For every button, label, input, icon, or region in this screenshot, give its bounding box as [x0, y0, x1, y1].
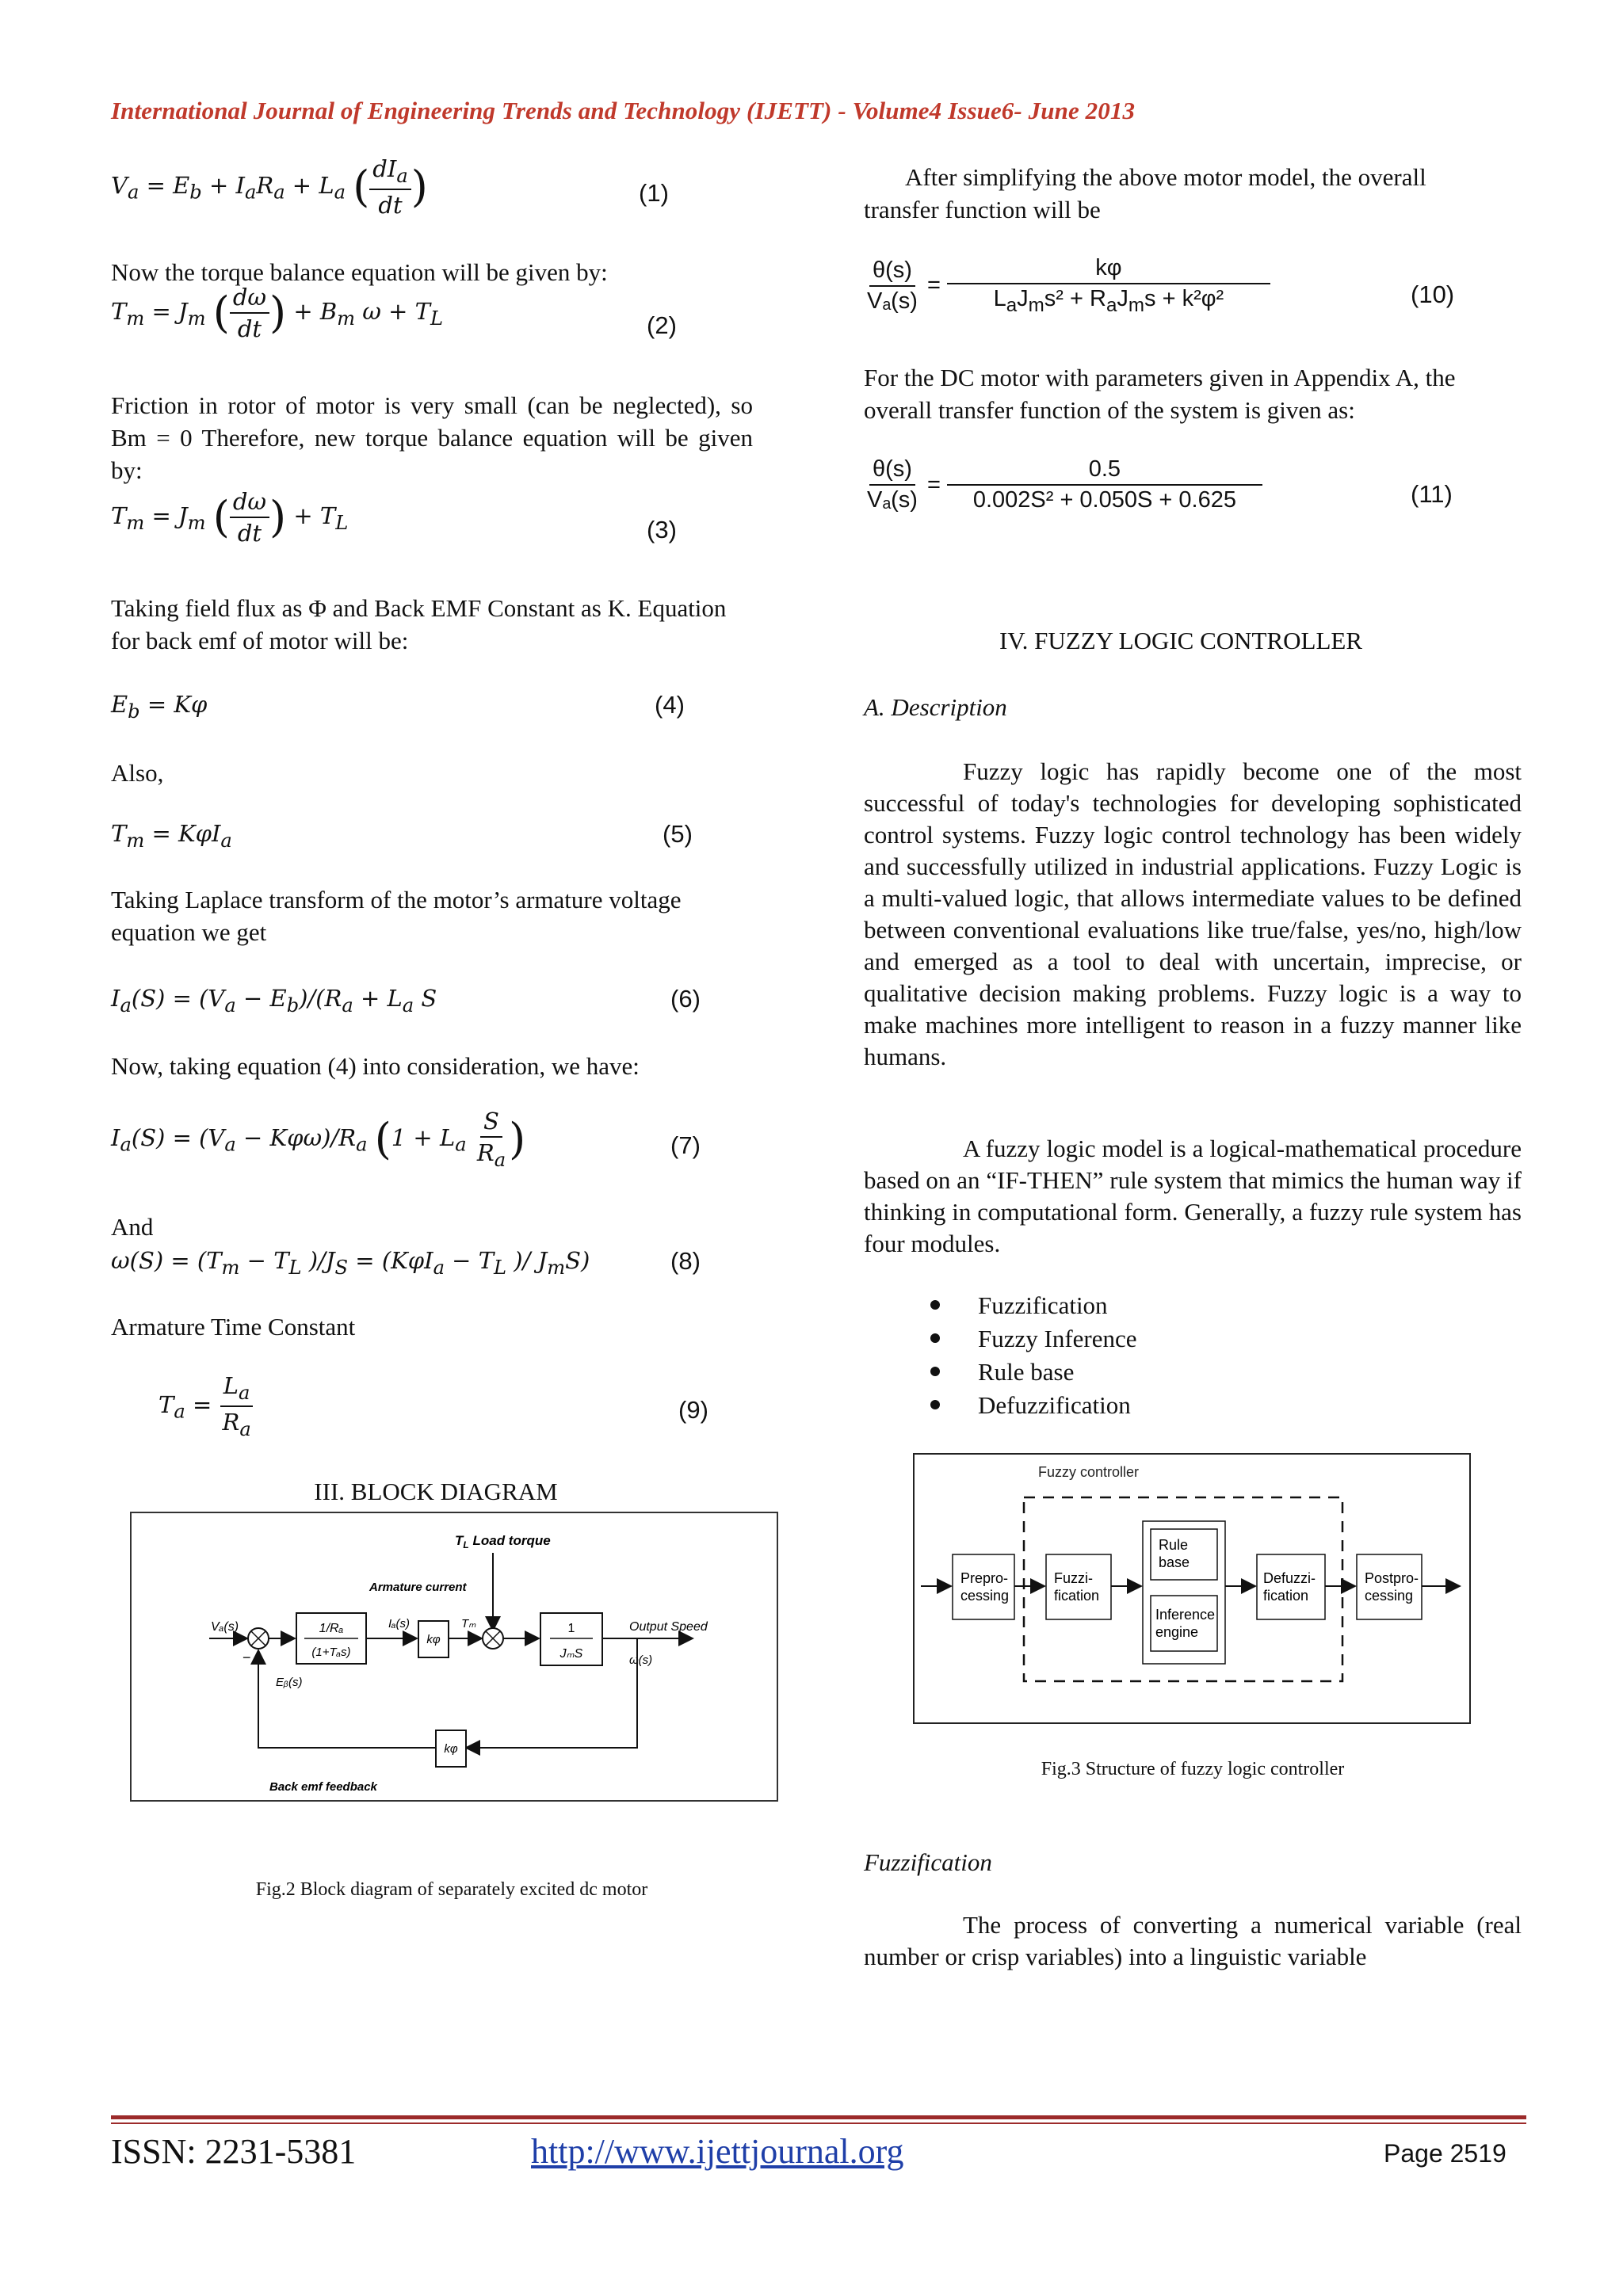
flux-paragraph: Taking field flux as Φ and Back EMF Constant as K. Equation for back emf of motor will be: — [111, 594, 727, 654]
fuzzification-heading: Fuzzification — [864, 1848, 992, 1876]
svg-text:(1+Tₐs): (1+Tₐs) — [311, 1646, 351, 1659]
eb-label: Eᵦ(s) — [276, 1676, 303, 1689]
footer-page-number: Page 2519 — [1384, 2139, 1507, 2168]
load-torque-label: Load torque — [472, 1533, 551, 1548]
equation-6: $I_a(S) = (V_a - E_b)/(R_a + L_a$ S — [111, 985, 437, 1016]
preprocessing-block — [953, 1554, 1014, 1619]
equation-5: $T_m = K\varphi I_a$ — [111, 820, 232, 852]
section-4-heading: IV. FUZZY LOGIC CONTROLLER — [999, 627, 1363, 654]
footer-divider — [111, 2122, 1526, 2124]
torque-intro-text: Now the torque balance equation will be given by: — [111, 258, 608, 286]
svg-text:Defuzzi-: Defuzzi- — [1263, 1570, 1316, 1586]
omega-label: ω(s) — [629, 1653, 653, 1667]
equation-2: $T_m = J_m$ ( $\frac{d\omega}{dt}$ ) + $B_m$ $\omega + T_L$ — [111, 284, 444, 342]
friction-paragraph: Friction in rotor of motor is very small (can be neglected), so Bm = 0 Therefore, new torque balance equation will be given by: — [111, 391, 753, 484]
svg-text:cessing: cessing — [960, 1588, 1010, 1604]
subsection-a-heading: A. Description — [864, 693, 1007, 721]
equation-3: $T_m = J_m$ ( $\frac{d\omega}{dt}$ ) + $T_L$ — [111, 488, 349, 547]
va-label: Vₐ(s) — [211, 1620, 239, 1634]
svg-text:fication: fication — [1054, 1588, 1100, 1604]
equation-4: $E_b = K\varphi$ — [111, 691, 208, 723]
module-list — [864, 1288, 1498, 1421]
fuzzy-controller-title: Fuzzy controller — [1038, 1464, 1140, 1480]
back-emf-label: Back emf feedback — [269, 1780, 377, 1794]
equation-number: (11) — [1411, 480, 1453, 508]
fuzzy-controller-figure — [913, 1453, 1471, 1724]
output-speed-label: Output Speed — [629, 1620, 708, 1634]
svg-text:Postpro-: Postpro- — [1365, 1570, 1419, 1586]
list-item: Rule base — [864, 1355, 1498, 1388]
equation-7: $I_a(S) = (V_a - K\varphi\omega)/R_a$ ($1 + L_a$ $\frac{S}{R_a}$ ) — [111, 1108, 526, 1171]
equation-number: (2) — [647, 311, 677, 339]
svg-text:1: 1 — [567, 1622, 575, 1635]
equation-number: (8) — [670, 1247, 701, 1275]
armature-current-label: Armature current — [369, 1581, 467, 1594]
inference-engine-block — [1151, 1596, 1217, 1651]
svg-text:kφ: kφ — [444, 1742, 458, 1756]
description-paragraph-2: A fuzzy logic model is a logical-mathematical procedure based on an “IF-THEN” rule system that mimics the human way if thinking in computational form. Generally, a fuzzy rule system has four modules. — [864, 1135, 1522, 1257]
footer-journal-link[interactable]: http://www.ijettjournal.org — [531, 2132, 904, 2171]
svg-text:base: base — [1159, 1554, 1190, 1570]
svg-text:cessing: cessing — [1365, 1588, 1414, 1604]
svg-text:Inference: Inference — [1155, 1607, 1216, 1623]
svg-text:Prepro-: Prepro- — [960, 1570, 1009, 1586]
equation-number: (10) — [1411, 280, 1455, 308]
dc-motor-paragraph: For the DC motor with parameters given in Appendix A, the overall transfer function of the system is given as: — [864, 364, 1456, 424]
equation-number: (4) — [655, 691, 685, 719]
fuzzification-paragraph: The process of converting a numerical variable (real number or crisp variables) into a linguistic variable — [864, 1911, 1522, 1970]
equation-number: (5) — [663, 820, 693, 848]
svg-text:−: − — [242, 1650, 251, 1665]
and-text: And — [111, 1213, 154, 1241]
svg-text:kφ: kφ — [426, 1633, 441, 1646]
section-3-heading: III. BLOCK DIAGRAM — [314, 1478, 558, 1505]
svg-text:fication: fication — [1263, 1588, 1309, 1604]
equation-11: $\frac{\theta(s)}{\text{Vₐ(s)}}$ = $\frac{0.5}{\text{0.002S² + 0.050S + 0.625}}$ — [864, 456, 1262, 513]
list-item: Defuzzification — [864, 1388, 1498, 1421]
svg-text:TL Load torque: $T_L$ Load torque — [455, 1533, 551, 1550]
svg-text:Fuzzi-: Fuzzi- — [1054, 1570, 1093, 1586]
fuzzification-block — [1046, 1554, 1111, 1619]
block-diagram-figure — [130, 1512, 778, 1802]
tm-label: Tₘ — [461, 1617, 476, 1630]
list-item: Fuzzy Inference — [864, 1322, 1498, 1355]
svg-text:Rule: Rule — [1159, 1537, 1189, 1553]
journal-header: International Journal of Engineering Trends and Technology (IJETT) - Volume4 Issue6- June 2013 — [111, 97, 1136, 124]
equation-1: $V_a = E_b + I_aR_a + L_a$ ( $\frac{dI_a}{dt}$ ) — [111, 155, 428, 219]
equation-9: $T_a$ = $\frac{L_a}{R_a}$ — [158, 1372, 254, 1440]
equation-number: (1) — [639, 179, 669, 207]
footer-issn: ISSN: 2231-5381 — [111, 2132, 357, 2171]
equation-number: (6) — [670, 985, 701, 1013]
fig2-caption: Fig.2 Block diagram of separately excited dc motor — [255, 1879, 648, 1900]
equation-10: $\frac{\theta(s)}{\text{Vₐ(s)}}$ = $\frac{k\varphi}{L_aJ_ms^2 + R_aJ_ms + k^2\varphi^2}$ — [864, 255, 1270, 317]
equation-8: $\omega(S) = (T_m - T_L$ )$/J_S = (K\varphi I_a - T_L$ )/ $J_mS$) — [111, 1247, 590, 1279]
ia-label: Iₐ(s) — [388, 1617, 411, 1630]
laplace-paragraph: Taking Laplace transform of the motor’s armature voltage equation we get — [111, 886, 682, 946]
time-constant-label: Armature Time Constant — [111, 1313, 356, 1341]
tl-label: T — [455, 1533, 464, 1548]
svg-text:1/Rₐ: 1/Rₐ — [319, 1622, 344, 1635]
equation-number: (3) — [647, 516, 677, 543]
list-item: Fuzzification — [864, 1288, 1498, 1322]
svg-text:JₘS: JₘS — [559, 1647, 583, 1661]
also-text: Also, — [111, 759, 164, 787]
description-paragraph-1: Fuzzy logic has rapidly become one of the most successful of today's technologies for developing sophisticated control systems. Fuzzy logic control technology has been widely and successfully utilized in industrial applications. Fuzzy Logic is a multi-valued logic, that allows intermediate values to be defined between conventional evaluations like true/false, yes/no, high/low and emerged as a tool to deal with uncertain, imprecise, or qualitative decision making problems. Fuzzy logic is a way to make machines more intelligent to reason in a fuzzy manner like humans. — [864, 757, 1522, 1070]
equation4-paragraph: Now, taking equation (4) into consideration, we have: — [111, 1052, 640, 1080]
footer-divider — [111, 2115, 1526, 2119]
postprocessing-block — [1357, 1554, 1422, 1619]
defuzzification-block — [1257, 1554, 1325, 1619]
simplify-paragraph: After simplifying the above motor model, the overall transfer function will be — [864, 163, 1426, 223]
equation-number: (7) — [670, 1131, 701, 1159]
svg-text:engine: engine — [1155, 1624, 1199, 1640]
fig3-caption: Fig.3 Structure of fuzzy logic controller — [1041, 1759, 1345, 1779]
equation-number: (9) — [678, 1396, 708, 1424]
